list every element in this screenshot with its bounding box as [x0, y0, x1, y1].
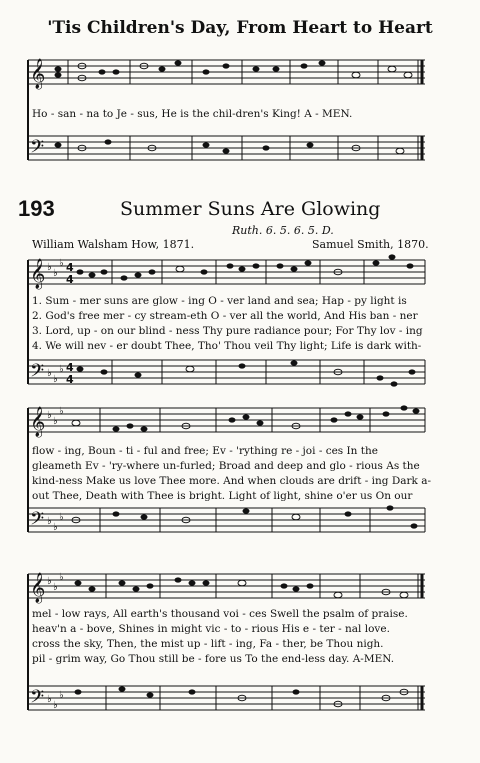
svg-text:♭: ♭ — [53, 416, 58, 427]
system2-verse1: flow - ing, Boun - ti - ful and free; Ev - 'rything re - joi - ces In the — [32, 445, 378, 457]
svg-text:4: 4 — [66, 373, 74, 386]
system2-verse3: kind-ness Make us love Thee more. And when clouds are drift - ing Dark a- — [32, 475, 432, 487]
system3-verse2: heav'n a - bove, Shines in might vic - to - rious His e - ter - nal love. — [32, 623, 390, 635]
system1-verse4: 4. We will nev - er doubt Thee, Tho' Thou veil Thy light; Life is dark with- — [32, 340, 422, 352]
hymn-number: 193 — [18, 196, 55, 221]
svg-text:♭: ♭ — [47, 410, 52, 421]
svg-text:𝄢: 𝄢 — [30, 361, 45, 386]
svg-text:4: 4 — [66, 361, 74, 374]
svg-text:♭: ♭ — [59, 364, 64, 375]
svg-text:♭: ♭ — [47, 516, 52, 527]
tune-meter: Ruth. 6. 5. 6. 5. D. — [232, 224, 334, 237]
svg-text:♭: ♭ — [59, 406, 64, 417]
svg-text:♭: ♭ — [47, 262, 52, 273]
system3-verse1: mel - low rays, All earth's thousand voi - ces Swell the psalm of praise. — [32, 608, 408, 620]
system1-verse3: 3. Lord, up - on our blind - ness Thy pure radiance pour; For Thy lov - ing — [32, 325, 423, 337]
svg-text:♭: ♭ — [53, 268, 58, 279]
composer-credit: Samuel Smith, 1870. — [312, 238, 429, 251]
previous-hymn-title: 'Tis Children's Day, From Heart to Heart — [47, 18, 433, 38]
hymn-title: Summer Suns Are Glowing — [120, 198, 381, 220]
svg-text:♭: ♭ — [53, 374, 58, 385]
svg-text:♭: ♭ — [47, 576, 52, 587]
system1-verse2: 2. God's free mer - cy stream-eth O - ver all the world, And His ban - ner — [32, 310, 418, 322]
system3-verse4: pil - grim way, Go Thou still be - fore us To the end-less day. A-MEN. — [32, 653, 395, 665]
svg-text:♭: ♭ — [47, 694, 52, 705]
svg-text:♭: ♭ — [53, 522, 58, 533]
svg-text:𝄞: 𝄞 — [30, 407, 46, 437]
svg-text:♭: ♭ — [47, 368, 52, 379]
svg-text:♭: ♭ — [59, 690, 64, 701]
svg-text:♭: ♭ — [53, 582, 58, 593]
svg-text:𝄞: 𝄞 — [30, 573, 46, 603]
system3-verse3: cross the sky, Then, the mist up - lift - ing, Fa - ther, be Thou nigh. — [32, 638, 384, 650]
svg-text:𝄢: 𝄢 — [30, 137, 45, 162]
previous-hymn-lyric: Ho - san - na to Je - sus, He is the chil-dren's King! A - MEN. — [32, 108, 353, 120]
svg-text:𝄞: 𝄞 — [30, 59, 46, 89]
author-credit: William Walsham How, 1871. — [32, 238, 195, 251]
svg-text:♭: ♭ — [53, 700, 58, 711]
system1-verse1: 1. Sum - mer suns are glow - ing O - ver land and sea; Hap - py light is — [32, 295, 407, 307]
system2-verse4: out Thee, Death with Thee is bright. Light of light, shine o'er us On our — [32, 490, 413, 502]
svg-text:𝄞: 𝄞 — [30, 259, 46, 289]
system2-verse2: gleameth Ev - 'ry-where un-furled; Broad and deep and glo - rious As the — [32, 460, 420, 472]
svg-text:𝄢: 𝄢 — [30, 509, 45, 534]
svg-text:♭: ♭ — [59, 572, 64, 583]
svg-text:4: 4 — [66, 261, 74, 274]
svg-text:♭: ♭ — [59, 512, 64, 523]
svg-text:4: 4 — [66, 273, 74, 286]
svg-text:𝄢: 𝄢 — [30, 687, 45, 712]
svg-text:♭: ♭ — [59, 258, 64, 269]
